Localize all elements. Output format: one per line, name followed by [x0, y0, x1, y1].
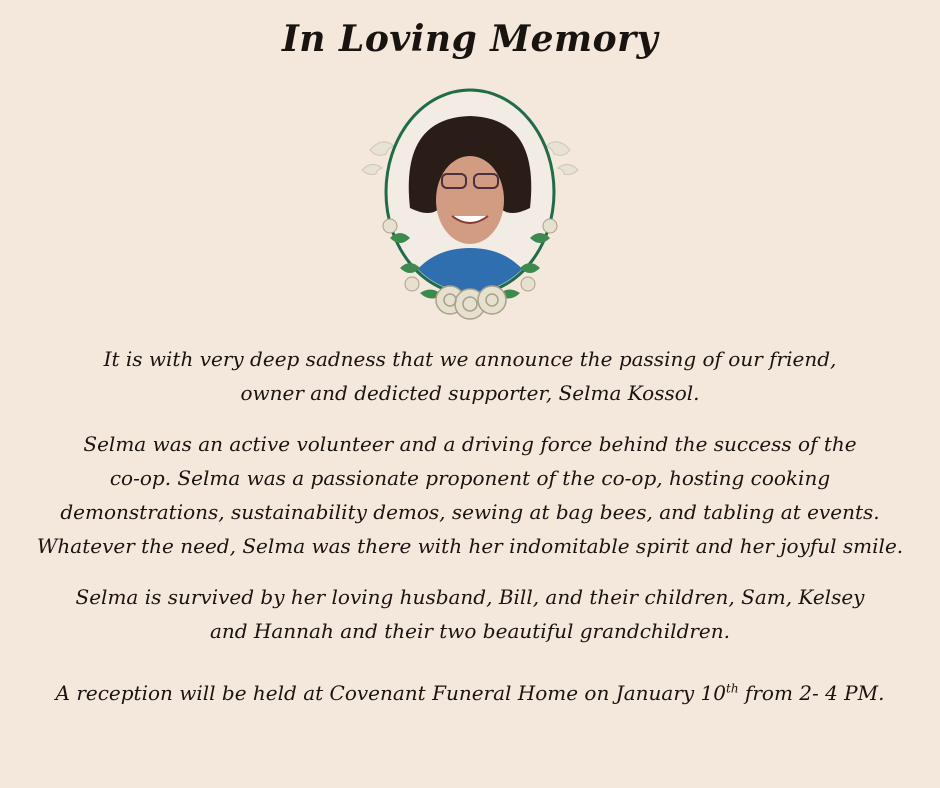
tribute-line: demonstrations, sustainability demos, sewing at bag bees, and tabling at events.: [60, 500, 880, 524]
reception-paragraph: [0, 676, 940, 710]
reception-text-after: from 2- 4 PM.: [738, 681, 885, 705]
survivors-line: and Hannah and their two beautiful grandchildren.: [209, 619, 731, 643]
reception-text-before: A reception will be held at Covenant Funeral Home on January 10: [55, 681, 727, 705]
page-title: In Loving Memory: [281, 18, 659, 60]
intro-line: owner and dedicted supporter, Selma Kossol.: [240, 381, 700, 405]
reception-superscript: th: [726, 681, 739, 696]
tribute-line: co-op. Selma was a passionate proponent of the co-op, hosting cooking: [109, 466, 831, 490]
survivors-line: Selma is survived by her loving husband, Bill, and their children, Sam, Kelsey: [75, 585, 865, 609]
intro-paragraph: [0, 342, 940, 410]
memorial-portrait-frame: [350, 88, 590, 324]
tribute-line: Whatever the need, Selma was there with her indomitable spirit and her joyful smile.: [36, 534, 904, 558]
rose-cluster-icon: [436, 286, 506, 319]
tribute-paragraph: [0, 427, 940, 563]
survivors-paragraph: [0, 580, 940, 648]
tribute-line: Selma was an active volunteer and a driving force behind the success of the: [83, 432, 857, 456]
reception-line: [0, 676, 940, 710]
intro-line: It is with very deep sadness that we announce the passing of our friend,: [103, 347, 837, 371]
